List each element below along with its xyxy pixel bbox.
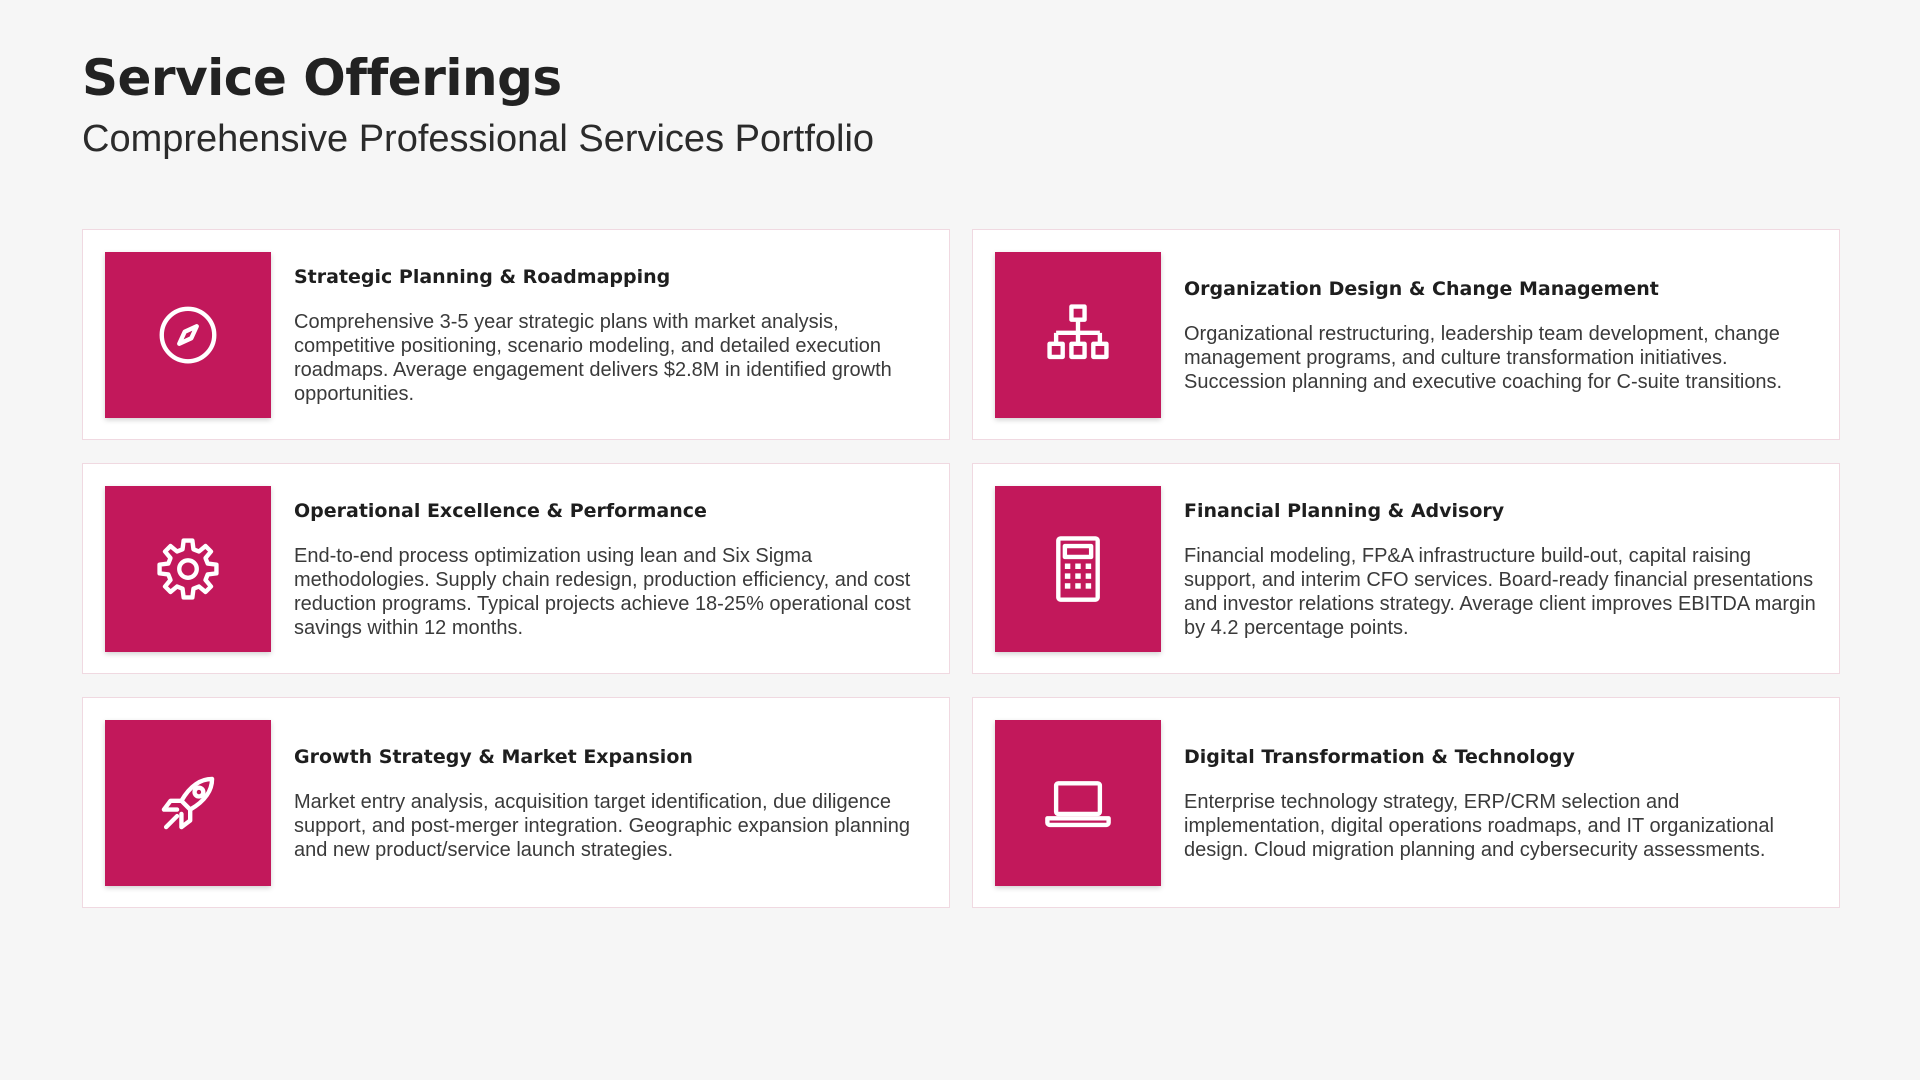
service-card-digital-transformation [972,697,1840,908]
calculator-icon [1043,534,1113,604]
laptop-icon [1043,768,1113,838]
page-subtitle: Comprehensive Professional Services Portfolio [82,118,875,160]
gear-icon [153,534,223,604]
service-card-financial-planning [972,463,1840,674]
service-card-growth-strategy [82,697,950,908]
services-grid [82,229,1840,908]
compass-icon [153,300,223,370]
page-title: Service Offerings [82,49,562,107]
service-description: Comprehensive 3-5 year strategic plans with market analysis, competitive positioning, scenario modeling, and detailed execution roadmaps. Average engagement delivers $2.8M in identified growth opportunities. [294,310,892,405]
service-description: Enterprise technology strategy, ERP/CRM selection and implementation, digital operations roadmaps, and IT organizational design. Cloud migration planning and cybersecurity assessments. [1184,790,1774,861]
service-description: Market entry analysis, acquisition target identification, due diligence support, and post-merger integration. Geographic expansion planning and new product/service launch strategies. [294,790,910,861]
service-title: Organization Design & Change Management [1184,277,1659,300]
icon-tile [995,486,1161,652]
service-description: End-to-end process optimization using lean and Six Sigma methodologies. Supply chain redesign, production efficiency, and cost reduction programs. Typical projects achieve 18-25% operational cost savings within 12 months. [294,544,911,639]
service-title: Financial Planning & Advisory [1184,499,1505,522]
icon-tile [995,720,1161,886]
card-body [294,744,927,862]
card-body [294,264,927,406]
service-title: Growth Strategy & Market Expansion [294,745,693,768]
service-title: Digital Transformation & Technology [1184,745,1575,768]
service-title: Strategic Planning & Roadmapping [294,265,671,288]
service-card-organization-design [972,229,1840,440]
icon-tile [105,252,271,418]
service-description: Financial modeling, FP&A infrastructure build-out, capital raising support, and interim CFO services. Board-ready financial presentations and investor relations strategy. Average client improves EBITDA margin by 4.2 percentage points. [1184,544,1816,639]
service-description: Organizational restructuring, leadership team development, change management programs, and culture transformation initiatives. Succession planning and executive coaching for C-suite transitions. [1184,322,1783,393]
card-body [1184,744,1817,862]
card-body [294,498,927,640]
org-chart-icon [1043,300,1113,370]
service-card-operational-excellence [82,463,950,674]
icon-tile [995,252,1161,418]
service-card-strategic-planning [82,229,950,440]
rocket-icon [153,768,223,838]
card-body [1184,276,1817,394]
service-title: Operational Excellence & Performance [294,499,707,522]
icon-tile [105,486,271,652]
card-body [1184,498,1817,640]
icon-tile [105,720,271,886]
